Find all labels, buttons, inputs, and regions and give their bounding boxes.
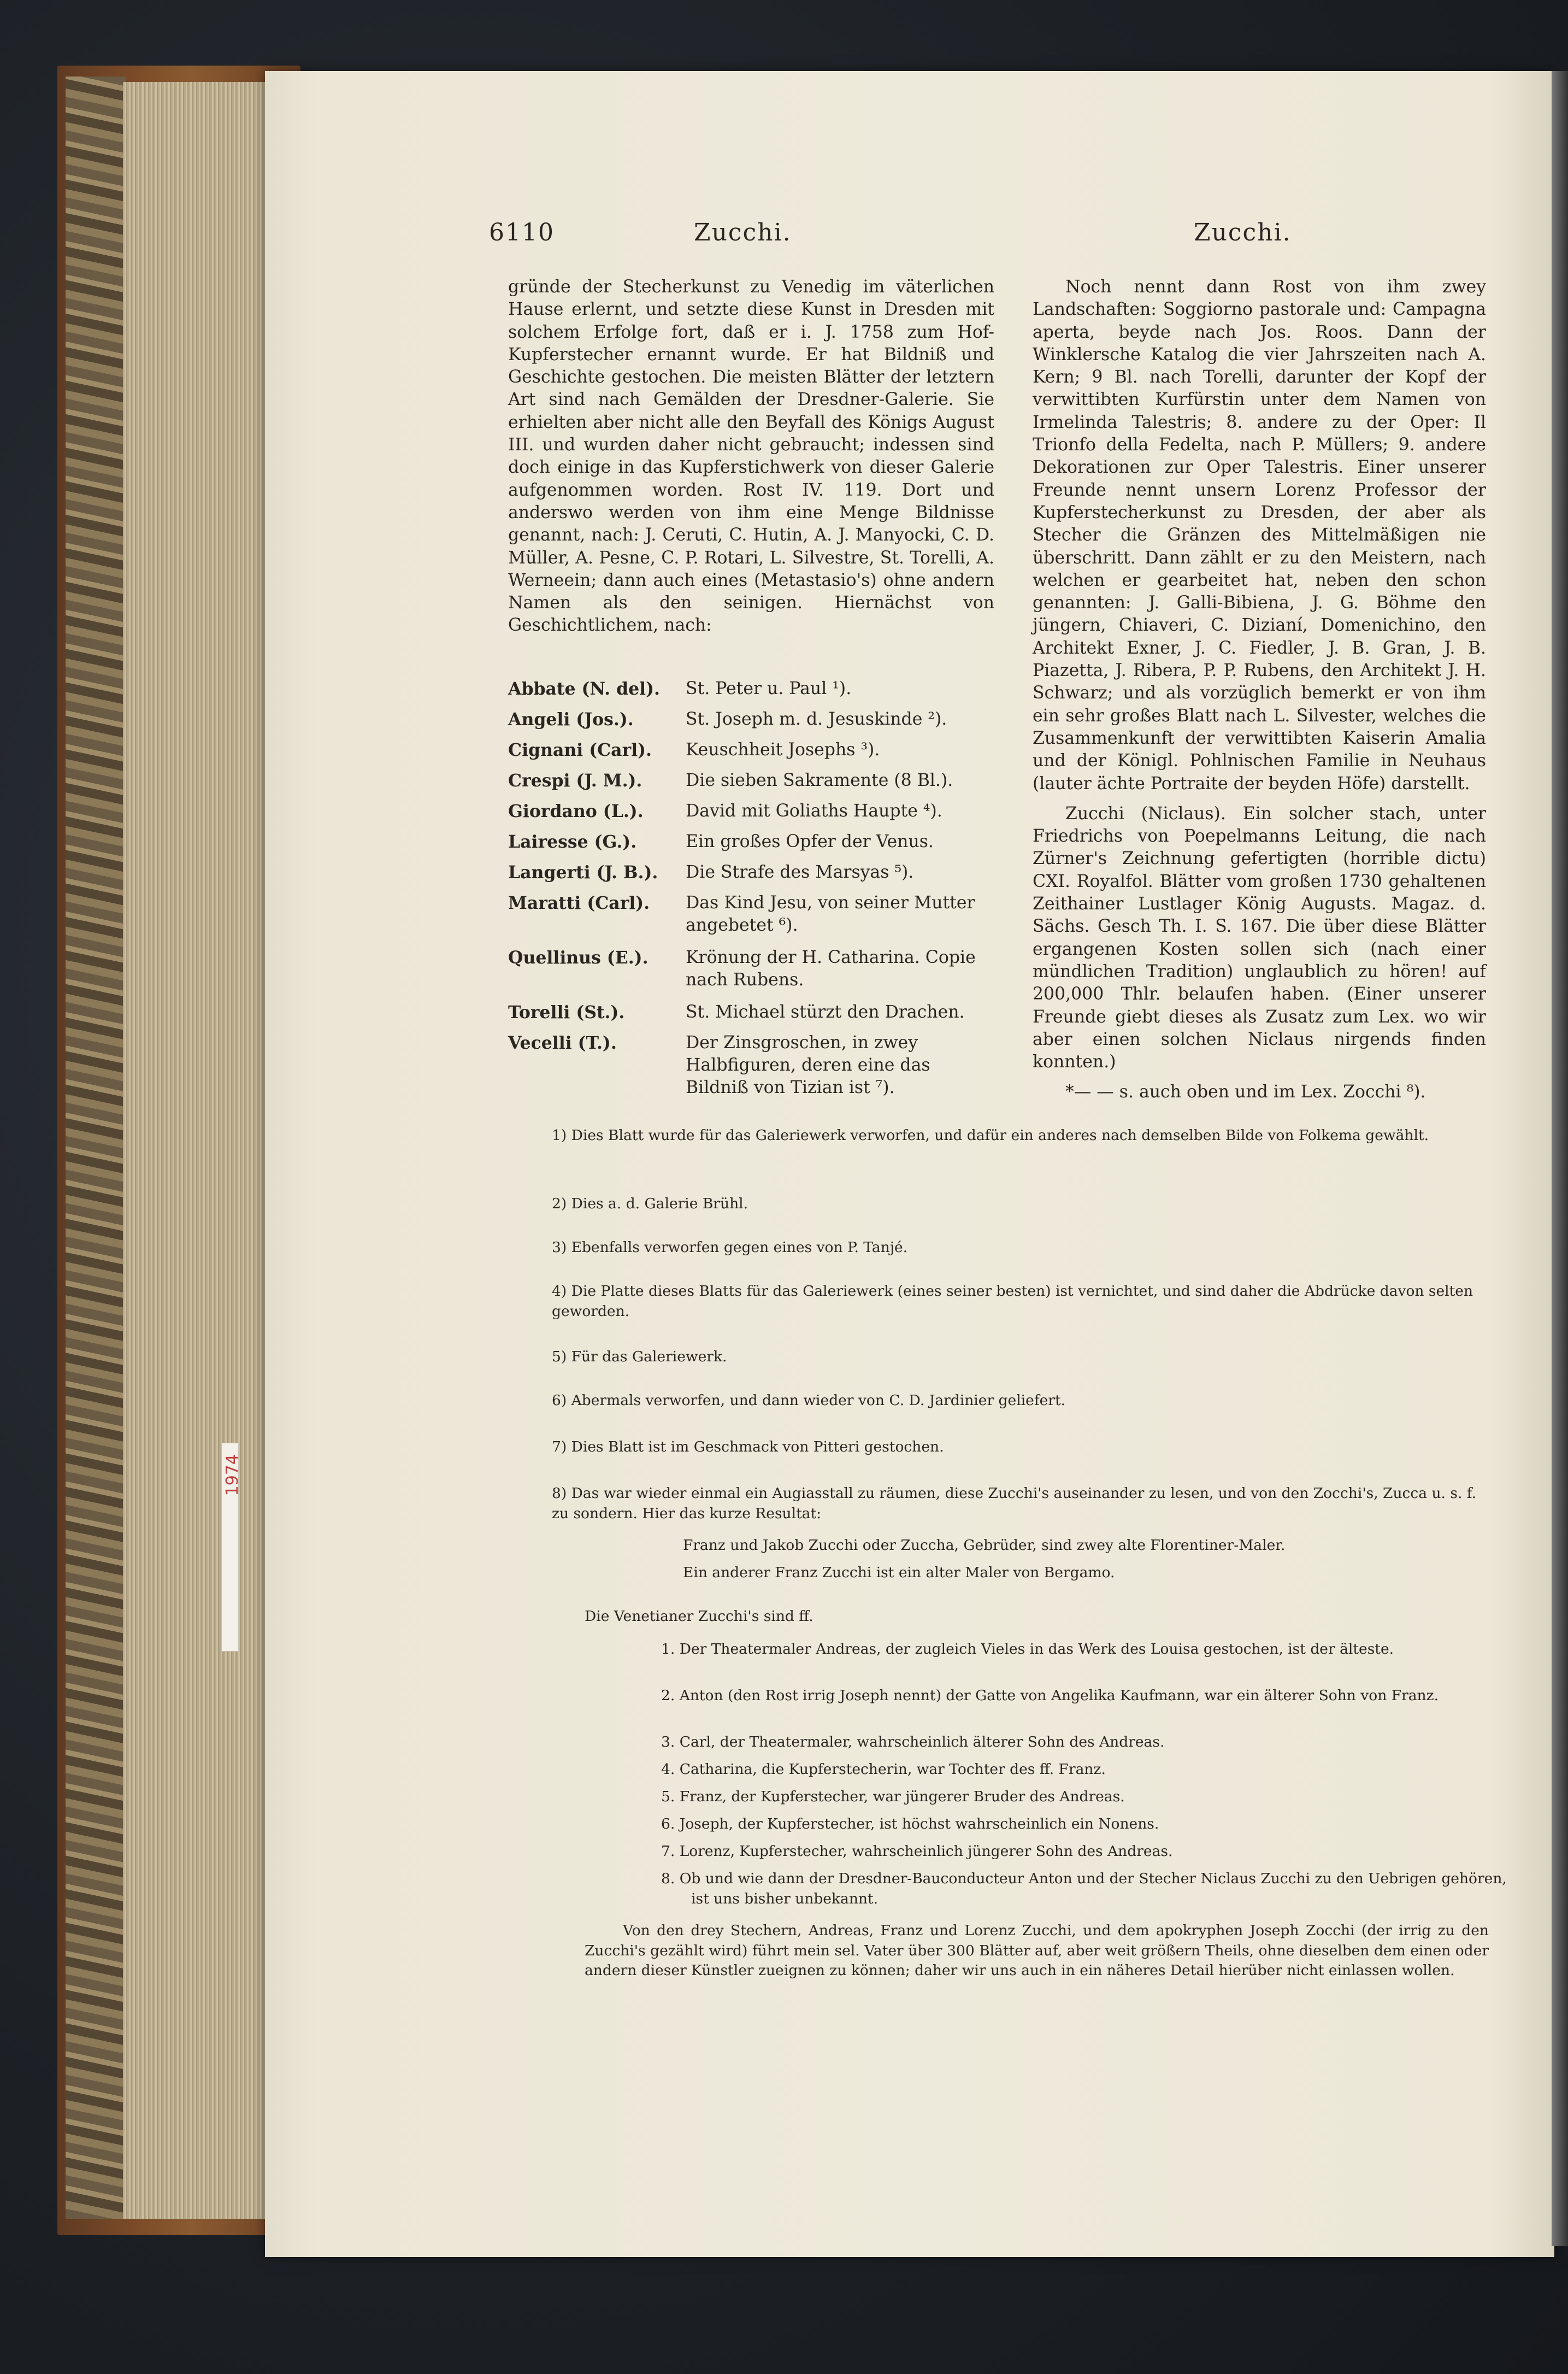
- footnote-text: Dies Blatt ist im Geschmack von Pitteri gestochen.: [571, 1438, 944, 1455]
- artist-name: Vecelli (T.).: [508, 1033, 617, 1053]
- left-paragraph: gründe der Stecherkunst zu Venedig im väterlichen Hause erlernt, und setzte diese Kunst in Dresden mit solchem Erfolge fort, daß er i. J. 1758 zum Hof-Kupferstecher ernannt wurde. Er hat Bildniß und Geschichte gestochen. Die meisten Blätter der letztern Art sind nach Gemälden der Dresdner-Galerie. Sie erhielten aber nicht alle den Beyfall des Königs August III. und wurden daher nicht gebraucht; indessen sind doch einige in das Kupferstichwerk von dieser Galerie aufgenommen worden. Rost IV. 119. Dort und anderswo werden von ihm eine Menge Bildnisse genannt, nach: J. Ceruti, C. Hutin, A. J. Manyocki, C. D. Müller, A. Pesne, C. P. Rotari, L. Silvestre, St. Torelli, A. Werneein; dann auch eines (Metastasio's) ohne andern Namen als den seinigen. Hiernächst von Geschichtlichem, nach:: [508, 277, 994, 636]
- footnote-number: 3): [552, 1239, 571, 1256]
- works-list-row: [508, 947, 992, 1001]
- work-title: Krönung der H. Catharina. Copie nach Rubens.: [686, 948, 976, 990]
- footnote-text: Dies Blatt wurde für das Galeriewerk verworfen, und dafür ein anderes nach demselben Bilde von Folkema gewählt.: [571, 1127, 1429, 1144]
- result-line-2: Ein anderer Franz Zucchi ist ein alter Maler von Bergamo.: [683, 1564, 1115, 1581]
- artist-name: Abbate (N. del).: [508, 679, 660, 699]
- footnote-text: Dies a. d. Galerie Brühl.: [571, 1195, 748, 1212]
- artist-name: Lairesse (G.).: [508, 832, 637, 852]
- venetian-list-item: 7. Lorenz, Kupferstecher, wahrscheinlich jüngerer Sohn des Andreas.: [661, 1843, 1173, 1860]
- venetian-list-item: 6. Joseph, der Kupferstecher, ist höchst wahrscheinlich ein Nonens.: [661, 1815, 1159, 1832]
- work-title: St. Joseph m. d. Jesuskinde ²).: [686, 709, 947, 729]
- works-list-row: [508, 831, 992, 861]
- footnote-number: 7): [552, 1438, 571, 1455]
- venetian-list-item: 4. Catharina, die Kupferstecherin, war Tochter des ff. Franz.: [661, 1761, 1106, 1778]
- footnote-text: Abermals verworfen, und dann wieder von C. D. Jardinier geliefert.: [571, 1392, 1066, 1409]
- venetian-list-item: 3. Carl, der Theatermaler, wahrscheinlich älterer Sohn des Andreas.: [661, 1734, 1165, 1750]
- works-list-row: [508, 800, 992, 831]
- works-list-row: [508, 708, 992, 739]
- work-title: Keuschheit Josephs ³).: [686, 740, 880, 760]
- work-title: Ein großes Opfer der Venus.: [686, 832, 934, 851]
- work-title: David mit Goliaths Haupte ⁴).: [686, 801, 942, 821]
- works-list-row: [508, 1032, 992, 1103]
- shelf-mark-label: [221, 1443, 242, 1652]
- footnote-number: 4): [552, 1283, 571, 1300]
- work-title: Der Zinsgroschen, in zwey Halbfiguren, deren eine das Bildniß von Tizian ist ⁷).: [686, 1033, 930, 1097]
- artist-name: Angeli (Jos.).: [508, 709, 634, 730]
- works-list-row: [508, 739, 992, 769]
- venetian-heading: Die Venetianer Zucchi's sind ff.: [585, 1608, 814, 1625]
- artist-name: Maratti (Carl).: [508, 893, 650, 913]
- footnote-number: 8): [552, 1485, 571, 1502]
- works-list-row: [508, 1001, 992, 1032]
- work-title: Die Strafe des Marsyas ⁵).: [686, 862, 914, 882]
- footnote-text: Für das Galeriewerk.: [571, 1348, 727, 1365]
- footnote: [552, 1437, 1489, 1458]
- left-running-title: Zucchi.: [694, 219, 792, 246]
- marbled-edge: [66, 77, 126, 2219]
- right-column: [1033, 276, 1486, 1104]
- footnote-text: Die Platte dieses Blatts für das Galeriewerk (eines seiner besten) ist vernichtet, und sind daher die Abdrücke davon selten geworden.: [552, 1283, 1473, 1320]
- footnote-number: 6): [552, 1392, 571, 1409]
- work-title: St. Michael stürzt den Drachen.: [686, 1002, 965, 1022]
- venetian-list-item: 2. Anton (den Rost irrig Joseph nennt) der Gatte von Angelika Kaufmann, war ein älterer Sohn von Franz.: [661, 1687, 1439, 1704]
- right-paragraph-2: Zucchi (Niclaus). Ein solcher stach, unter Friedrichs von Poepelmanns Leitung, die nach Zürner's Zeichnung gefertigten (horrible dictu) CXI. Royalfol. Blätter vom großen 1730 gehaltenen Zeithainer Lustlager König Augusts. Magaz. d. Sächs. Gesch Th. I. S. 167. Die über diese Blätter ergangenen Kosten sollen sich (nach einer mündlichen Tradition) unglaublich zu hören! auf 200,000 Thlr. belaufen haben. (Einer unserer Freunde giebt dieses als Zusatz zum Lex. wo wir aber einen solchen Niclaus nirgends finden konnten.): [1033, 803, 1486, 1072]
- works-list-row: [508, 769, 992, 800]
- venetian-list-item: 5. Franz, der Kupferstecher, war jüngerer Bruder des Andreas.: [661, 1788, 1125, 1805]
- footnote: [552, 1391, 1489, 1411]
- footnote: [552, 1282, 1489, 1321]
- artist-name: Quellinus (E.).: [508, 948, 649, 968]
- footnote-text: Ebenfalls verworfen gegen eines von P. Tanjé.: [571, 1239, 908, 1256]
- footnote-number: 2): [552, 1195, 571, 1212]
- work-title: St. Peter u. Paul ¹).: [686, 679, 852, 698]
- right-paragraph-3: *— — s. auch oben und im Lex. Zocchi ⁸).: [1065, 1082, 1426, 1102]
- venetian-list-item: 8. Ob und wie dann der Dresdner-Bauconducteur Anton und der Stecher Niclaus Zucchi zu den Uebrigen gehören, ist uns bisher unbekannt.: [661, 1870, 1507, 1907]
- footnote: [552, 1484, 1489, 1524]
- artist-name: Cignani (Carl).: [508, 740, 652, 760]
- right-paragraph-1: Noch nennt dann Rost von ihm zwey Landschaften: Soggiorno pastorale und: Campagna aperta, beyde nach Jos. Roos. Dann der Winklersche Katalog die vier Jahrszeiten nach A. Kern; 9 Bl. nach Torelli, darunter der Kopf der verwittibten Kurfürstin unter dem Namen von Irmelinda Talestris; 8. andere zu der Oper: Il Trionfo della Fedelta, nach P. Müllers; 9. andere Dekorationen zur Oper Talestris. Einer unserer Freunde nennt unsern Lorenz Professor der Kupferstecherkunst zu Dresden, der aber als Stecher die Gränzen des Mittelmäßigen nie überschritt. Dann zählt er zu den Meistern, nach welchen er gearbeitet hat, neben den schon genannten: J. Galli-Bibiena, J. G. Böhme den jüngern, Chiaveri, C. Dizianí, Domenichino, den Architekt Exner, J. C. Fiedler, J. B. Gran, J. B. Piazetta, J. Ribera, P. P. Rubens, den Architekt J. H. Schwarz; und als vorzüglich bemerkt er von ihm ein sehr großes Blatt nach L. Silvester, welches die Zusammenkunft der verwittibten Kaiserin Amalia und der Königl. Pohlnischen Familie in Neuhaus (lauter ächte Portraite der beyden Höfe) darstellt.: [1033, 277, 1486, 794]
- page-number: 6110: [489, 219, 555, 246]
- works-list-row: [508, 861, 992, 892]
- left-column: [508, 276, 994, 637]
- works-list: [508, 678, 992, 1103]
- works-list-row: [508, 678, 992, 708]
- artist-name: Crespi (J. M.).: [508, 771, 642, 791]
- right-running-title: Zucchi.: [1194, 219, 1292, 246]
- venetian-list-item: 1. Der Theatermaler Andreas, der zugleich Vieles in das Werk des Louisa gestochen, ist der älteste.: [661, 1641, 1394, 1658]
- footnote-number: 1): [552, 1127, 571, 1144]
- footnote: [552, 1126, 1489, 1146]
- artist-name: Torelli (St.).: [508, 1002, 625, 1023]
- result-line-1: Franz und Jakob Zucchi oder Zuccha, Gebrüder, sind zwey alte Florentiner-Maler.: [683, 1537, 1286, 1554]
- footnote: [552, 1347, 1489, 1367]
- shelf-mark-number: 1974: [223, 1454, 242, 1496]
- right-shadow: [1552, 71, 1568, 2246]
- footnote: [552, 1238, 1489, 1258]
- work-title: Die sieben Sakramente (8 Bl.).: [686, 771, 953, 790]
- footnote: [552, 1194, 1489, 1214]
- footnote-number: 5): [552, 1348, 571, 1365]
- closing-paragraph: Von den drey Stechern, Andreas, Franz und Lorenz Zucchi, und dem apokryphen Joseph Zocchi (der irrig zu den Zucchi's gezählt wird) führt mein sel. Vater über 300 Blätter auf, aber weit größern Theils, ohne dieselben dem einen oder andern dieser Künstler zueignen zu können; daher wir uns auch in ein näheres Detail hierüber nicht einlassen wollen.: [585, 1922, 1489, 1979]
- footnote-text: Das war wieder einmal ein Augiasstall zu räumen, diese Zucchi's auseinander zu lesen, und von den Zocchi's, Zucca u. s. f. zu sondern. Hier das kurze Resultat:: [552, 1485, 1477, 1522]
- artist-name: Giordano (L.).: [508, 801, 644, 821]
- artist-name: Langerti (J. B.).: [508, 862, 658, 883]
- work-title: Das Kind Jesu, von seiner Mutter angebetet ⁶).: [686, 893, 975, 935]
- works-list-row: [508, 892, 992, 947]
